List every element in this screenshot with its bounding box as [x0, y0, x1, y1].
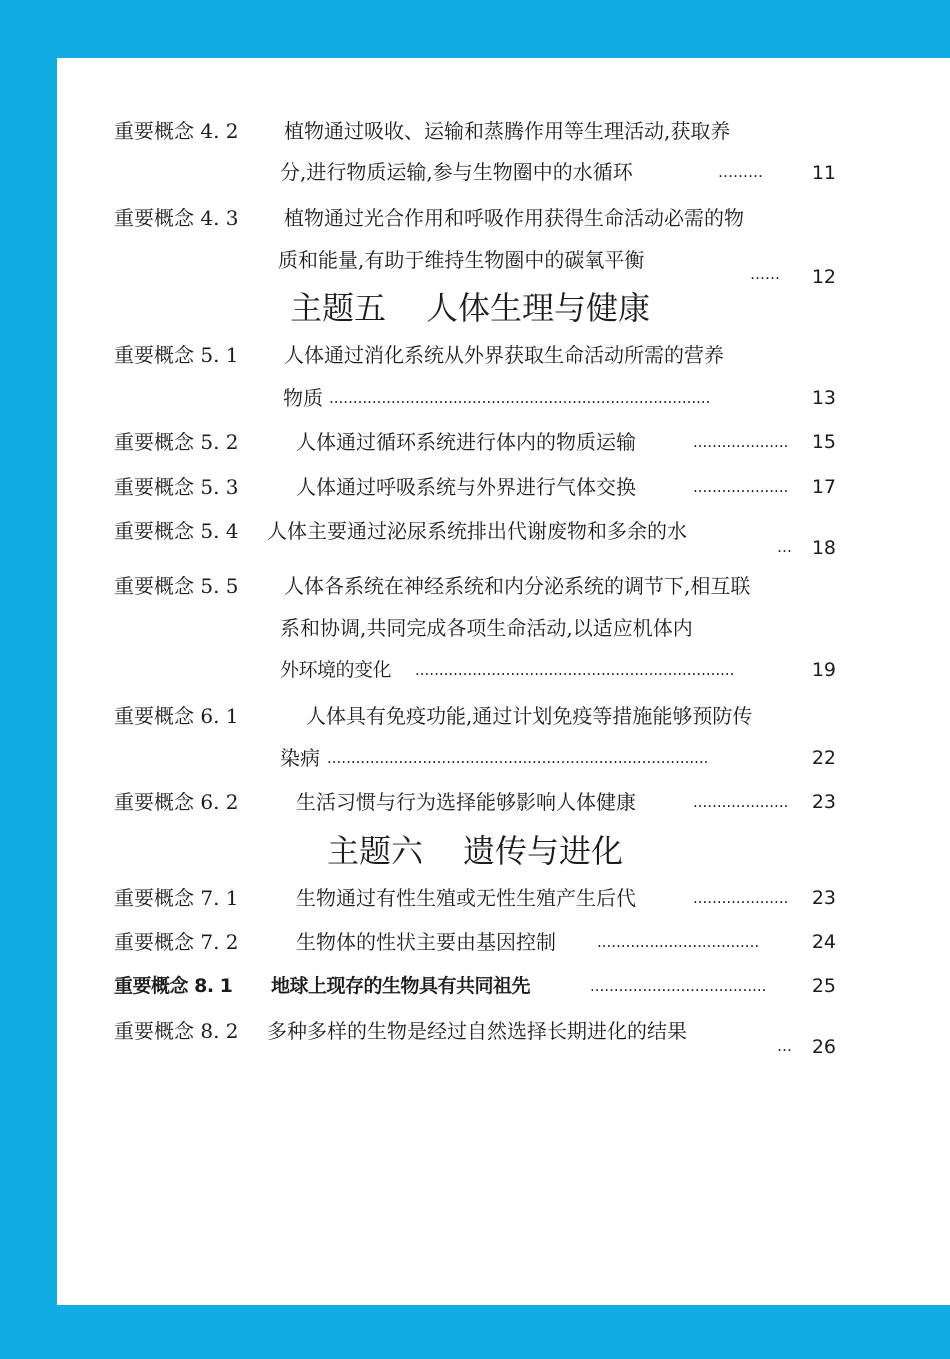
toc-leader: ...................................................................	[415, 661, 735, 679]
toc-entry-title: 人体主要通过泌尿系统排出代谢废物和多余的水	[267, 519, 687, 543]
toc-entry-5-1[interactable]	[114, 342, 724, 368]
toc-entry-title: 生活习惯与行为选择能够影响人体健康	[296, 790, 636, 814]
toc-entry-title: 人体具有免疫功能,通过计划免疫等措施能够预防传	[306, 704, 753, 728]
toc-entry-5-3[interactable]	[114, 474, 636, 500]
toc-entry-label: 重要概念 5. 4	[114, 519, 239, 543]
toc-entry-label: 重要概念 6. 2	[114, 790, 239, 814]
toc-entry-title: 人体通过呼吸系统与外界进行气体交换	[296, 475, 636, 499]
toc-entry-8-1[interactable]	[114, 973, 530, 999]
toc-entry-label: 重要概念 4. 3	[114, 206, 239, 230]
toc-entry-title-cont: 分,进行物质运输,参与生物圈中的水循环	[280, 160, 633, 184]
section-heading-6	[0, 831, 950, 871]
toc-leader: .....................................	[590, 977, 767, 995]
toc-leader: ....................	[693, 793, 789, 811]
toc-page-number: 23	[811, 887, 836, 909]
toc-entry-4-2[interactable]	[114, 118, 730, 144]
toc-entry-label: 重要概念 4. 2	[114, 119, 239, 143]
toc-entry-title-cont: 物质	[283, 386, 323, 410]
toc-entry-label: 重要概念 5. 1	[114, 343, 239, 367]
toc-entry-6-1[interactable]	[114, 703, 752, 729]
toc-entry-7-2[interactable]	[114, 929, 556, 955]
toc-page-number: 19	[811, 659, 836, 681]
toc-entry-label: 重要概念 5. 5	[114, 574, 239, 598]
toc-leader: ....................	[693, 889, 789, 907]
toc-entry-title-cont: 外环境的变化	[280, 659, 392, 681]
toc-entry-title-cont: 系和协调,共同完成各项生命活动,以适应机体内	[280, 616, 693, 640]
toc-entry-title: 生物通过有性生殖或无性生殖产生后代	[296, 886, 636, 910]
toc-entry-title: 人体各系统在神经系统和内分泌系统的调节下,相互联	[284, 574, 751, 598]
toc-entry-title-cont: 染病	[280, 746, 320, 770]
toc-leader: ....................	[693, 433, 789, 451]
toc-entry-5-2[interactable]	[114, 429, 636, 455]
toc-entry-label: 重要概念 6. 1	[114, 704, 239, 728]
toc-leader: ....................	[693, 478, 789, 496]
toc-page-number: 22	[811, 747, 836, 769]
toc-entry-title: 地球上现存的生物具有共同祖先	[271, 975, 531, 997]
toc-leader: ................................................................................	[327, 749, 709, 767]
toc-entry-label: 重要概念 5. 3	[114, 475, 239, 499]
section-heading-title: 人体生理与健康	[426, 289, 651, 327]
toc-page-number: 17	[811, 476, 836, 498]
section-heading-title: 遗传与进化	[463, 832, 624, 870]
toc-entry-title: 植物通过光合作用和呼吸作用获得生命活动必需的物	[284, 206, 744, 230]
toc-page-number: 26	[811, 1036, 836, 1058]
toc-leader: …	[777, 1037, 792, 1055]
toc-leader: ……	[750, 265, 780, 283]
toc-page-number: 25	[811, 975, 836, 997]
toc-leader: ..................................	[597, 933, 760, 951]
section-heading-5	[0, 288, 945, 328]
toc-entry-8-2[interactable]	[114, 1018, 687, 1044]
toc-entry-title: 多种多样的生物是经过自然选择长期进化的结果	[267, 1019, 687, 1043]
toc-entry-label: 重要概念 7. 1	[114, 886, 239, 910]
toc-leader: ................................................................................	[329, 389, 711, 407]
toc-entry-7-1[interactable]	[114, 885, 636, 911]
toc-entry-label: 重要概念 8. 2	[114, 1019, 239, 1043]
toc-leader: ………	[718, 163, 763, 181]
toc-page-number: 23	[811, 791, 836, 813]
toc-page-number: 12	[811, 266, 836, 288]
toc-entry-6-2[interactable]	[114, 789, 636, 815]
section-heading-number: 主题五	[289, 289, 386, 327]
toc-entry-title: 人体通过循环系统进行体内的物质运输	[296, 430, 636, 454]
toc-entry-5-4[interactable]	[114, 518, 687, 544]
toc-entry-label: 重要概念 7. 2	[114, 930, 239, 954]
toc-entry-5-5[interactable]	[114, 573, 750, 599]
toc-entry-label: 重要概念 5. 2	[114, 430, 239, 454]
toc-entry-title: 植物通过吸收、运输和蒸腾作用等生理活动,获取养	[284, 119, 731, 143]
toc-page-number: 24	[811, 931, 836, 953]
toc-leader: …	[777, 538, 792, 556]
toc-page-number: 11	[811, 162, 836, 184]
toc-page-number: 13	[811, 387, 836, 409]
toc-page-number: 18	[811, 537, 836, 559]
toc-entry-label: 重要概念 8. 1	[114, 975, 233, 997]
toc-entry-4-3[interactable]	[114, 205, 744, 231]
toc-entry-title: 生物体的性状主要由基因控制	[296, 930, 556, 954]
toc-entry-title: 人体通过消化系统从外界获取生命活动所需的营养	[284, 343, 724, 367]
toc-entry-title-cont: 质和能量,有助于维持生物圈中的碳氧平衡	[278, 248, 645, 272]
section-heading-number: 主题六	[326, 832, 423, 870]
toc-page-number: 15	[811, 431, 836, 453]
